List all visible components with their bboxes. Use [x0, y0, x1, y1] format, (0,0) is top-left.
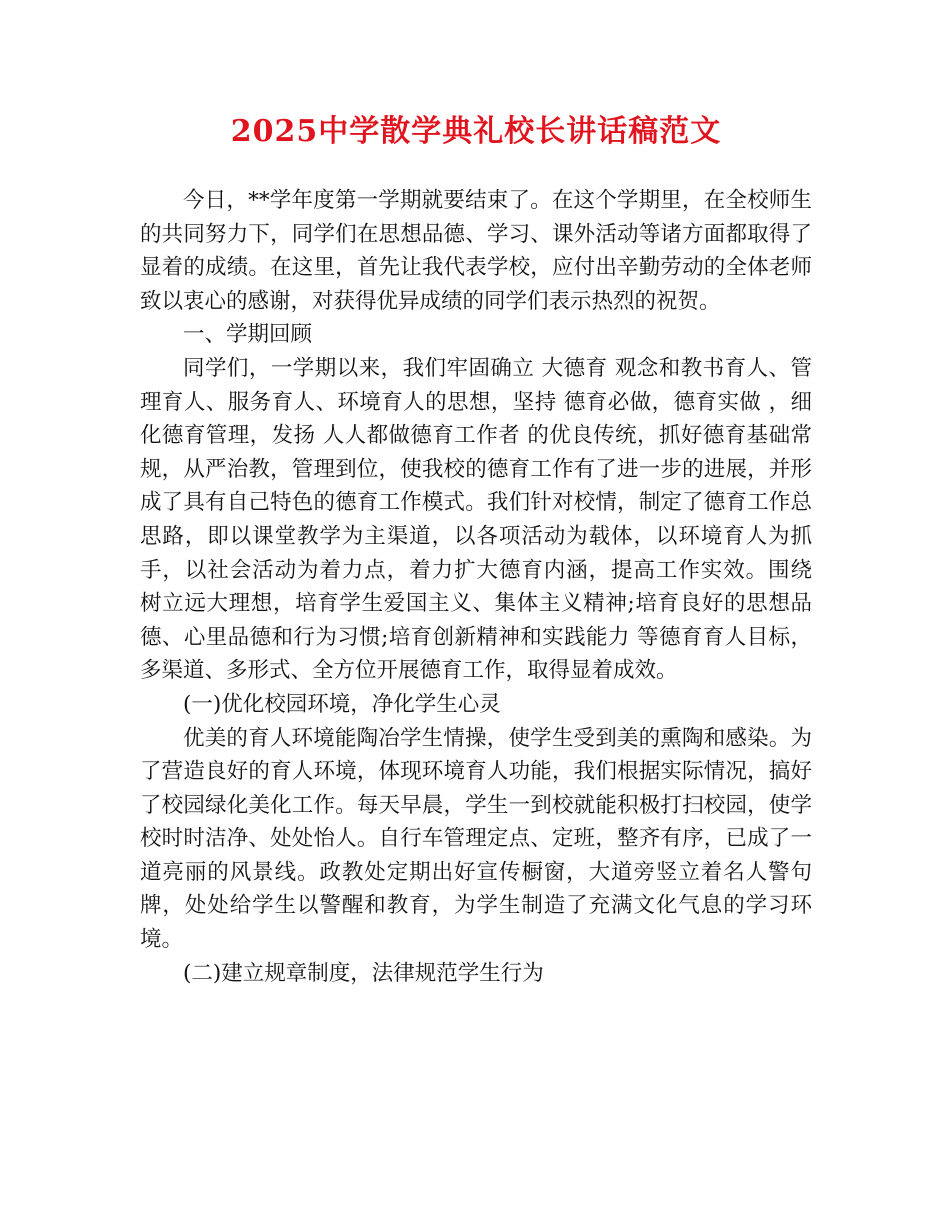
paragraph-environment: 优美的育人环境能陶冶学生情操，使学生受到美的熏陶和感染。为了营造良好的育人环境，体现环境育人功能，我们根据实际情况，搞好了校园绿化美化工作。每天早晨，学生一到校就能积极打扫校园，使学校时时洁净、处处怡人。自行车管理定点、定班，整齐有序，已成了一道亮丽的风景线。政教处定期出好宣传橱窗，大道旁竖立着名人警句牌，处处给学生以警醒和教育，为学生制造了充满文化气息的学习环境。	[140, 725, 812, 953]
subsection-heading-rules: (二)建立规章制度，法律规范学生行为	[183, 960, 544, 986]
paragraph-intro: 今日，**学年度第一学期就要结束了。在这个学期里，在全校师生的共同努力下，同学们在思想品德、学习、课外活动等诸方面都取得了显着的成绩。在这里，首先让我代表学校，应付出辛勤劳动的全体老师致以衷心的感谢，对获得优异成绩的同学们表示热烈的祝贺。	[140, 188, 812, 314]
document-page	[140, 110, 812, 990]
section-heading-review: 一、学期回顾	[183, 322, 313, 348]
document-title: 2025中学散学典礼校长讲话稿范文	[230, 114, 722, 149]
subsection-heading-environment: (一)优化校园环境，净化学生心灵	[183, 691, 501, 717]
paragraph-review: 同学们，一学期以来，我们牢固确立 大德育 观念和教书育人、管理育人、服务育人、环境育人的思想，坚持 德育必做，德育实做 ，细化德育管理，发扬 人人都做德育工作者 的优良传统，抓好德育基础常规，从严治教，管理到位，使我校的德育工作有了进一步的进展，并形成了具有自己特色的德育工作模式。我们针对校情，制定了德育工作总思路，即以课堂教学为主渠道，以各项活动为载体，以环境育人为抓手，以社会活动为着力点，着力扩大德育内涵，提高工作实效。围绕 树立远大理想，培育学生爱国主义、集体主义精神;培育良好的思想品德、心里品德和行为习惯;培育创新精神和实践能力 等德育育人目标，多渠道、多形式、全方位开展德育工作，取得显着成效。	[140, 355, 812, 684]
